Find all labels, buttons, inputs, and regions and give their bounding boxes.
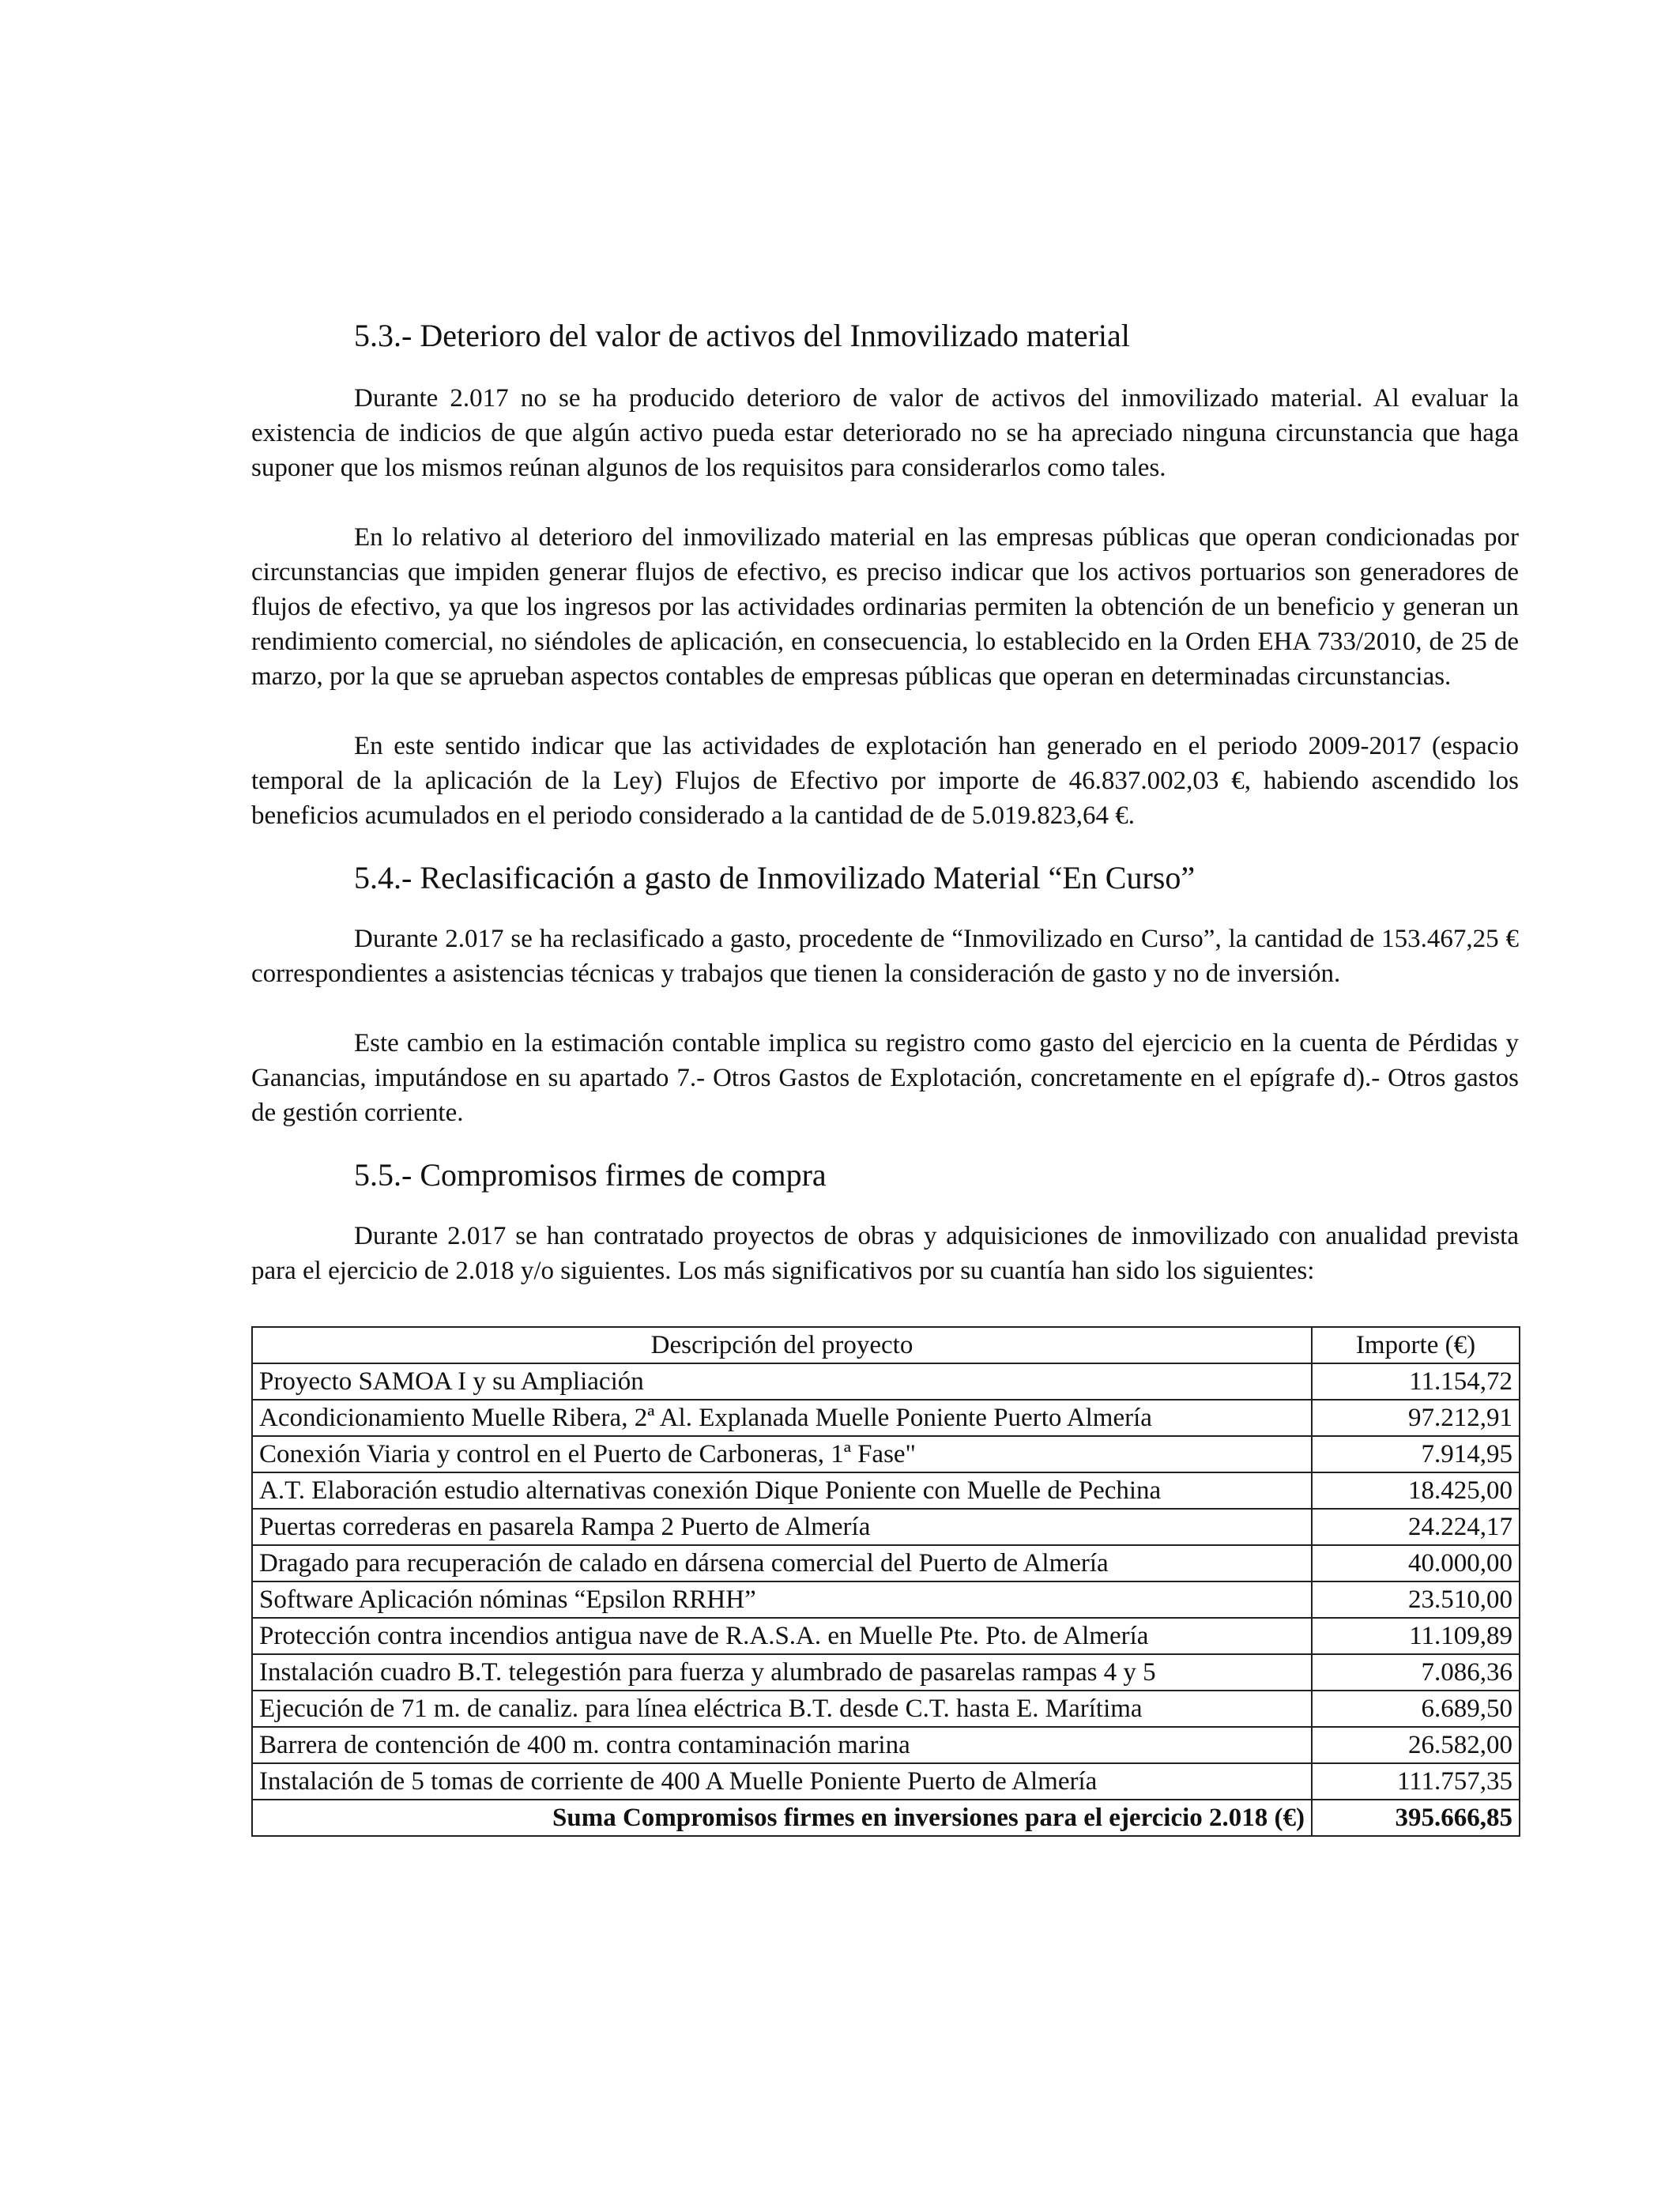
project-description: Acondicionamiento Muelle Ribera, 2ª Al. Explanada Muelle Poniente Puerto Almería bbox=[252, 1400, 1312, 1436]
project-amount: 40.000,00 bbox=[1312, 1545, 1520, 1581]
table-body bbox=[252, 1363, 1520, 1800]
project-description: Instalación de 5 tomas de corriente de 400 A Muelle Poniente Puerto de Almería bbox=[252, 1763, 1312, 1800]
table-row bbox=[252, 1363, 1520, 1400]
table-row bbox=[252, 1400, 1520, 1436]
section-heading-5-5: 5.5.- Compromisos firmes de compra bbox=[354, 1157, 827, 1193]
project-amount: 26.582,00 bbox=[1312, 1727, 1520, 1763]
project-description: A.T. Elaboración estudio alternativas conexión Dique Poniente con Muelle de Pechina bbox=[252, 1472, 1312, 1509]
total-label: Suma Compromisos firmes en inversiones para el ejercicio 2.018 (€) bbox=[252, 1800, 1312, 1836]
table-row bbox=[252, 1436, 1520, 1472]
project-description: Barrera de contención de 400 m. contra contaminación marina bbox=[252, 1727, 1312, 1763]
table-row bbox=[252, 1654, 1520, 1691]
paragraph: Durante 2.017 se ha reclasificado a gasto, procedente de “Inmovilizado en Curso”, la cantidad de 153.467,25 € correspondientes a asistencias técnicas y trabajos que tienen la consideración de gasto y no de inversión. bbox=[251, 925, 1519, 988]
project-description: Puertas correderas en pasarela Rampa 2 Puerto de Almería bbox=[252, 1509, 1312, 1545]
total-amount: 395.666,85 bbox=[1312, 1800, 1520, 1836]
project-amount: 11.109,89 bbox=[1312, 1618, 1520, 1654]
project-amount: 18.425,00 bbox=[1312, 1472, 1520, 1509]
project-amount: 7.914,95 bbox=[1312, 1436, 1520, 1472]
paragraph: Durante 2.017 no se ha producido deterioro de valor de activos del inmovilizado material. Al evaluar la existencia de indicios de que algún activo pueda estar deteriorado no se ha apreciado ninguna circunstancia que haga suponer que los mismos reúnan algunos de los requisitos para considerarlos como tales. bbox=[251, 384, 1519, 482]
project-amount: 11.154,72 bbox=[1312, 1363, 1520, 1400]
paragraph: En este sentido indicar que las actividades de explotación han generado en el periodo 2009-2017 (espacio temporal de la aplicación de la Ley) Flujos de Efectivo por importe de 46.837.002,03 €, habiendo ascendido los beneficios acumulados en el periodo considerado a la cantidad de de 5.019.823,64 €. bbox=[251, 732, 1519, 830]
project-amount: 111.757,35 bbox=[1312, 1763, 1520, 1800]
section-heading-5-4: 5.4.- Reclasificación a gasto de Inmovilizado Material “En Curso” bbox=[354, 860, 1196, 895]
project-amount: 24.224,17 bbox=[1312, 1509, 1520, 1545]
table-total-row bbox=[252, 1800, 1520, 1836]
project-description: Ejecución de 71 m. de canaliz. para línea eléctrica B.T. desde C.T. hasta E. Marítima bbox=[252, 1691, 1312, 1727]
column-header-description: Descripción del proyecto bbox=[252, 1327, 1312, 1363]
project-amount: 7.086,36 bbox=[1312, 1654, 1520, 1691]
project-description: Proyecto SAMOA I y su Ampliación bbox=[252, 1363, 1312, 1400]
table-row bbox=[252, 1618, 1520, 1654]
project-description: Instalación cuadro B.T. telegestión para fuerza y alumbrado de pasarelas rampas 4 y 5 bbox=[252, 1654, 1312, 1691]
table-header-row bbox=[252, 1327, 1520, 1363]
paragraph: Durante 2.017 se han contratado proyectos de obras y adquisiciones de inmovilizado con anualidad prevista para el ejercicio de 2.018 y/o siguientes. Los más significativos por su cuantía han sido los siguientes: bbox=[251, 1222, 1519, 1285]
project-amount: 23.510,00 bbox=[1312, 1581, 1520, 1618]
project-description: Conexión Viaria y control en el Puerto de Carboneras, 1ª Fase" bbox=[252, 1436, 1312, 1472]
table-row bbox=[252, 1509, 1520, 1545]
table-row bbox=[252, 1581, 1520, 1618]
paragraph: En lo relativo al deterioro del inmovilizado material en las empresas públicas que operan condicionadas por circunstancias que impiden generar flujos de efectivo, es preciso indicar que los activos portuarios son generadores de flujos de efectivo, ya que los ingresos por las actividades ordinarias permiten la obtención de un beneficio y generan un rendimiento comercial, no siéndoles de aplicación, en consecuencia, lo establecido en la Orden EHA 733/2010, de 25 de marzo, por la que se aprueban aspectos contables de empresas públicas que operan en determinadas circunstancias. bbox=[251, 523, 1519, 691]
table-row bbox=[252, 1545, 1520, 1581]
table-row bbox=[252, 1691, 1520, 1727]
table-row bbox=[252, 1472, 1520, 1509]
project-amount: 97.212,91 bbox=[1312, 1400, 1520, 1436]
table-row bbox=[252, 1763, 1520, 1800]
table-row bbox=[252, 1727, 1520, 1763]
section-heading-5-3: 5.3.- Deterioro del valor de activos del Inmovilizado material bbox=[354, 318, 1130, 353]
paragraph: Este cambio en la estimación contable implica su registro como gasto del ejercicio en la cuenta de Pérdidas y Ganancias, imputándose en su apartado 7.- Otros Gastos de Explotación, concretamente en el epígrafe d).- Otros gastos de gestión corriente. bbox=[251, 1029, 1519, 1127]
commitments-table bbox=[251, 1326, 1520, 1837]
project-description: Dragado para recuperación de calado en dársena comercial del Puerto de Almería bbox=[252, 1545, 1312, 1581]
project-description: Software Aplicación nóminas “Epsilon RRHH” bbox=[252, 1581, 1312, 1618]
column-header-amount: Importe (€) bbox=[1312, 1327, 1520, 1363]
project-amount: 6.689,50 bbox=[1312, 1691, 1520, 1727]
document-page bbox=[251, 316, 1519, 1837]
project-description: Protección contra incendios antigua nave de R.A.S.A. en Muelle Pte. Pto. de Almería bbox=[252, 1618, 1312, 1654]
